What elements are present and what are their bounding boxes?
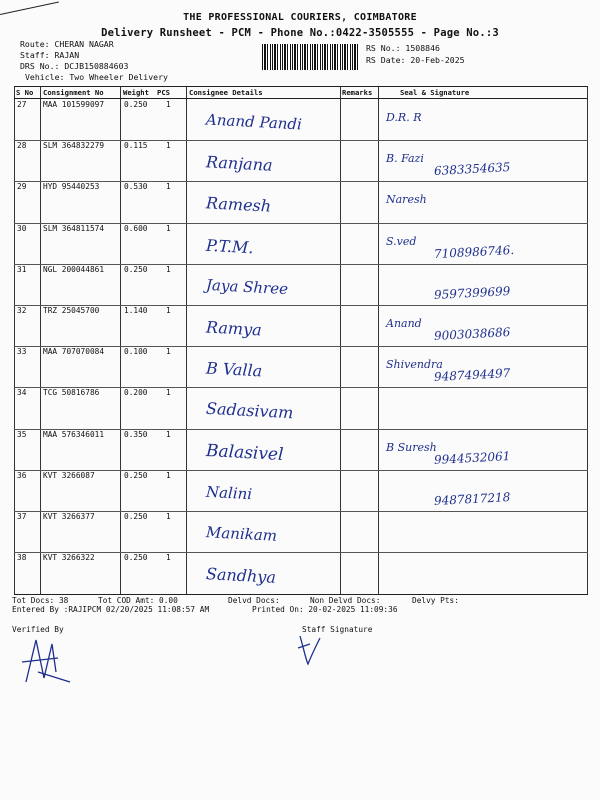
row-sno: 34	[17, 388, 27, 398]
row-consignee-handwritten: Ramya	[205, 317, 263, 340]
row-pcs: 1	[166, 512, 171, 521]
row-weight: 0.250	[124, 553, 148, 563]
rs-number: RS No.: 1508846	[366, 43, 440, 53]
row-sno: 35	[17, 429, 27, 439]
row-pcs: 1	[166, 141, 171, 151]
row-pcs: 1	[166, 388, 171, 398]
table-row	[14, 429, 588, 470]
row-pcs: 1	[166, 553, 171, 563]
row-seal-phone: 9597399699	[433, 283, 511, 302]
row-pcs: 1	[166, 223, 171, 233]
row-weight: 0.250	[124, 470, 148, 480]
row-seal-phone: 9487817218	[433, 489, 511, 508]
row-weight: 0.350	[124, 429, 148, 439]
runsheet-table	[14, 86, 588, 595]
runsheet-title: Delivery Runsheet - PCM - Phone No.:0422-3505555 - Page No.:3	[101, 27, 499, 39]
row-weight: 0.115	[124, 141, 148, 151]
row-weight: 0.530	[124, 182, 148, 192]
row-consignment-no: MAA 707070084	[43, 347, 105, 357]
company-title: THE PROFESSIONAL COURIERS, COIMBATORE	[183, 12, 417, 23]
row-seal-signature: D.R. R	[386, 111, 422, 124]
row-seal-phone: 9944532061	[433, 448, 511, 467]
table-row	[14, 346, 588, 387]
row-consignee-handwritten: Manikam	[205, 523, 278, 545]
table-row	[14, 511, 588, 552]
rs-date: RS Date: 20-Feb-2025	[366, 55, 465, 65]
col-remarks: Remarks	[342, 88, 373, 97]
row-consignment-no: MAA 576346011	[43, 429, 105, 439]
row-consignment-no: NGL 200044861	[43, 264, 105, 274]
row-consignee-handwritten: Sadasivam	[205, 399, 294, 423]
row-sno: 33	[17, 347, 27, 357]
row-seal-signature: Anand	[386, 317, 422, 330]
row-weight: 0.250	[124, 100, 148, 109]
col-sno: S No	[16, 88, 34, 97]
table-row	[14, 264, 588, 305]
row-pcs: 1	[166, 470, 171, 480]
row-seal-signature: B Suresh	[386, 440, 437, 454]
row-consignment-no: SLM 364832279	[43, 141, 105, 151]
row-consignee-handwritten: Balasivel	[205, 440, 284, 465]
table-row	[14, 387, 588, 428]
barcode	[262, 44, 360, 70]
row-consignment-no: KVT 3266377	[43, 512, 95, 521]
row-consignment-no: KVT 3266322	[43, 553, 95, 563]
row-sno: 27	[17, 100, 27, 109]
row-weight: 0.250	[124, 264, 148, 274]
row-sno: 37	[17, 512, 27, 521]
table-row	[14, 470, 588, 511]
staff-signature-label: Staff Signature	[302, 625, 373, 634]
staff-label: Staff: RAJAN	[20, 50, 80, 60]
row-sno: 31	[17, 264, 27, 274]
row-weight: 0.200	[124, 388, 148, 398]
row-sno: 36	[17, 470, 27, 480]
table-row	[14, 305, 588, 346]
row-sno: 30	[17, 223, 27, 233]
table-row	[14, 552, 588, 593]
row-sno: 38	[17, 553, 27, 563]
row-sno: 32	[17, 306, 27, 315]
verified-by-label: Verified By	[12, 625, 64, 634]
non-delivered-docs: Non Delvd Docs:	[310, 596, 381, 605]
entered-by: Entered By :RAJIPCM 02/20/2025 11:08:57 AM	[12, 605, 210, 614]
row-pcs: 1	[166, 182, 171, 192]
row-consignment-no: SLM 364811574	[43, 223, 105, 233]
route-label: Route: CHERAN NAGAR	[20, 39, 114, 49]
row-consignee-handwritten: Nalini	[205, 482, 253, 503]
row-consignee-handwritten: P.T.M.	[205, 235, 254, 257]
table-row	[14, 181, 588, 222]
row-consignment-no: HYD 95440253	[43, 182, 100, 192]
row-pcs: 1	[166, 306, 171, 315]
verifier-signature	[18, 632, 78, 692]
table-row	[14, 140, 588, 181]
row-weight: 1.140	[124, 306, 148, 315]
row-seal-signature: B. Fazi	[386, 152, 424, 166]
col-weight: Weight	[123, 88, 149, 97]
row-seal-signature: S.ved	[386, 234, 417, 248]
row-consignee-handwritten: Jaya Shree	[205, 275, 289, 298]
row-sno: 29	[17, 182, 27, 192]
row-consignee-handwritten: B Valla	[205, 358, 263, 381]
row-consignee-handwritten: Sandhya	[205, 564, 277, 588]
delivered-docs: Delvd Docs:	[228, 596, 280, 605]
row-seal-phone: 6383354635	[433, 160, 511, 179]
row-seal-phone: 9487494497	[433, 366, 511, 385]
row-consignee-handwritten: Ranjana	[205, 152, 274, 175]
staff-signature	[290, 630, 330, 670]
table-row	[14, 223, 588, 264]
drs-label: DRS No.: DCJB150884603	[20, 61, 129, 71]
row-seal-signature: Naresh	[386, 193, 427, 207]
printed-on: Printed On: 20-02-2025 11:09:36	[252, 605, 398, 614]
row-pcs: 1	[166, 429, 171, 439]
row-weight: 0.250	[124, 512, 148, 521]
delivery-points: Delvy Pts:	[412, 596, 459, 605]
total-docs: Tot Docs: 38	[12, 596, 69, 605]
total-cod: Tot COD Amt: 0.00	[98, 596, 178, 605]
row-consignment-no: KVT 3266087	[43, 470, 95, 480]
row-sno: 28	[17, 141, 27, 151]
row-pcs: 1	[166, 347, 171, 357]
col-pcs: PCS	[157, 88, 170, 97]
row-consignment-no: TCG 50816786	[43, 388, 100, 398]
row-pcs: 1	[166, 264, 171, 274]
row-weight: 0.100	[124, 347, 148, 357]
row-weight: 0.600	[124, 223, 148, 233]
col-consignee: Consignee Details	[189, 88, 263, 97]
table-row	[14, 99, 588, 140]
row-pcs: 1	[166, 100, 171, 109]
vehicle-label: Vehicle: Two Wheeler Delivery	[25, 72, 168, 82]
row-consignee-handwritten: Ramesh	[205, 193, 272, 217]
col-consignment: Consignment No	[43, 88, 104, 97]
row-consignment-no: TRZ 25045700	[43, 306, 100, 315]
row-seal-phone: 7108986746.	[433, 242, 515, 261]
row-consignment-no: MAA 101599097	[43, 100, 105, 109]
row-seal-signature: Shivendra	[386, 358, 443, 372]
col-seal-signature: Seal & Signature	[400, 88, 470, 97]
row-seal-phone: 9003038686	[433, 325, 511, 343]
row-consignee-handwritten: Anand Pandi	[205, 110, 303, 134]
